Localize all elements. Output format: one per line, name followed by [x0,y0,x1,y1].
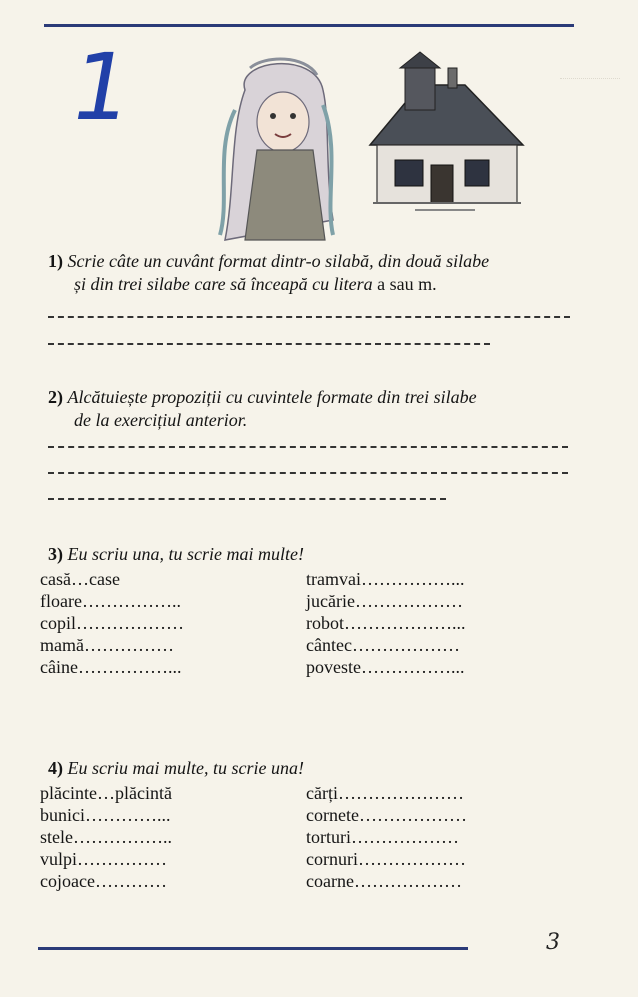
answer-line[interactable] [48,316,570,318]
exercise-4-right-column [306,782,467,892]
exercise-1-number: 1) [48,251,63,271]
word-item: plăcinte…plăcintă [40,783,172,803]
exercise-4-prompt [48,757,304,780]
exercise-2-number: 2) [48,387,63,407]
word-item[interactable]: coarne……………… [306,871,462,891]
answer-line[interactable] [48,446,568,448]
exercise-1-line-1: Scrie câte un cuvânt format dintr-o silabă, din două silabe [67,251,490,271]
exercise-3-prompt [48,543,304,566]
word-item[interactable]: cornuri……………… [306,849,466,869]
lesson-number: 1 [62,34,141,141]
exercise-2-line-2: de la exercițiul anterior. [74,410,248,430]
word-item: casă…case [40,569,120,589]
word-item[interactable]: tramvai……………... [306,569,465,589]
word-item[interactable]: stele…………….. [40,827,172,847]
word-item[interactable]: cojoace………… [40,871,167,891]
word-item[interactable]: cornete……………… [306,805,467,825]
word-item[interactable]: copil……………… [40,613,184,633]
answer-line[interactable] [48,343,490,345]
answer-line[interactable] [48,472,568,474]
exercise-3-left-column [40,568,184,678]
exercise-4-number: 4) [48,758,63,778]
word-item[interactable]: cărți………………… [306,783,464,803]
word-item[interactable]: bunici…………... [40,805,171,825]
word-item[interactable]: vulpi…………… [40,849,168,869]
exercise-3-right-column [306,568,466,678]
page-number: 3 [546,930,560,955]
exercise-3-title: Eu scriu una, tu scrie mai multe! [67,544,304,564]
word-item[interactable]: robot………………... [306,613,466,633]
illustration [205,50,535,250]
exercise-1-prompt [48,250,489,296]
exercise-2-line-1: Alcătuiește propoziții cu cuvintele formate din trei silabe [67,387,477,407]
word-item[interactable]: cântec……………… [306,635,460,655]
word-item[interactable]: torturi……………… [306,827,459,847]
exercise-1-line-2: și din trei silabe care să înceapă cu litera [74,274,373,294]
bottom-rule [38,947,468,950]
word-item[interactable]: poveste……………... [306,657,465,677]
word-item[interactable]: floare…………….. [40,591,181,611]
answer-line[interactable] [48,498,446,500]
word-item[interactable]: mamă…………… [40,635,174,655]
bleed-through-mark [560,78,620,89]
exercise-4-title: Eu scriu mai multe, tu scrie una! [67,758,304,778]
exercise-4-left-column [40,782,172,892]
word-item[interactable]: câine……………... [40,657,182,677]
exercise-1-letters: a sau m. [372,274,437,294]
word-item[interactable]: jucărie……………… [306,591,463,611]
exercise-3-number: 3) [48,544,63,564]
exercise-2-prompt [48,386,477,432]
girl-figure [220,59,333,240]
house-figure [370,52,523,210]
top-rule [44,24,574,27]
